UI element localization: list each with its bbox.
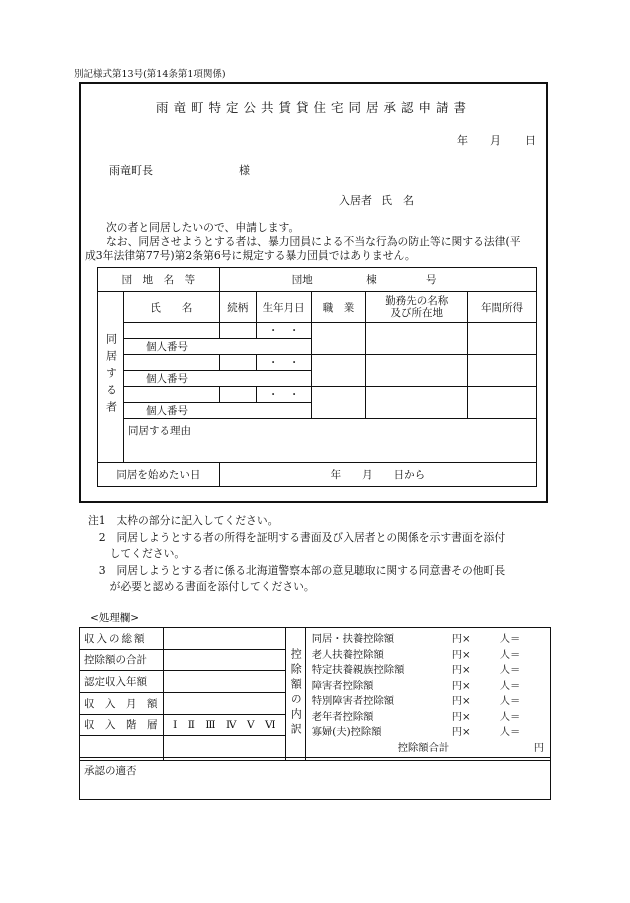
monthly-income-field[interactable] [163, 692, 285, 714]
start-date-label: 同居を始めたい日 [98, 463, 220, 487]
approval-field[interactable] [79, 757, 551, 800]
form-number: 別記様式第13号(第14条第1項関係) [74, 69, 226, 80]
deduction-breakdown-label: 控除額の内訳 [285, 628, 305, 761]
deduction-6-name: 老年者控除額 [311, 710, 374, 723]
workplace-field-3[interactable] [366, 387, 468, 419]
annual-income-field[interactable] [163, 671, 285, 693]
occupation-field-2[interactable] [311, 355, 366, 387]
deduction-4-person: 人＝ [499, 679, 521, 692]
deduction-1-name: 同居・扶養控除額 [311, 633, 395, 645]
notes [88, 513, 505, 596]
kojin-label-1[interactable]: 個人番号 [123, 339, 311, 355]
date-day[interactable]: 日 [525, 134, 536, 147]
deduction-2-unit: 円× [451, 648, 471, 661]
note-1: 注1 太枠の部分に記入してください。 [88, 514, 279, 527]
approval-label: 承認の適否 [84, 765, 137, 777]
income-field-3[interactable] [468, 387, 537, 419]
deduction-6-unit: 円× [451, 710, 471, 723]
deduction-list[interactable] [305, 628, 550, 761]
deduction-4-name: 障害者控除額 [311, 679, 374, 692]
note-2-cont: してください。 [88, 547, 186, 560]
dob-field-3[interactable]: ・ ・ [256, 387, 311, 403]
date-year[interactable]: 年 [457, 134, 468, 147]
occupation-field-3[interactable] [311, 387, 366, 419]
dob-field-1[interactable]: ・ ・ [256, 323, 311, 339]
col-workplace-line2: 及び所在地 [390, 307, 444, 319]
start-date-field[interactable]: 年 月 日から [219, 463, 536, 487]
kojin-label-2[interactable]: 個人番号 [123, 371, 311, 387]
deduction-7-name: 寡婦(夫)控除額 [311, 726, 382, 738]
deduction-2-person: 人＝ [499, 648, 521, 661]
deduction-3-name: 特定扶養親族控除額 [311, 664, 405, 676]
deduction-1-unit: 円× [451, 633, 471, 645]
col-occupation: 職 業 [311, 292, 366, 323]
applicant-name-field[interactable]: 氏 名 [381, 194, 414, 207]
deduction-1-person: 人＝ [499, 633, 521, 645]
annual-income-label: 認定収入年額 [80, 671, 164, 693]
request-text: 次の者と同居したいので、申請します。 [106, 221, 300, 234]
deduction-total-unit: 円 [533, 741, 544, 754]
cohabitant-table [97, 267, 537, 487]
applicant-label: 入居者 [339, 194, 372, 207]
form-title: 雨竜町特定公共賃貸住宅同居承認申請書 [155, 100, 471, 115]
deduction-5-name: 特別障害者控除額 [311, 695, 395, 707]
total-income-field[interactable] [163, 628, 285, 650]
note-3: 3 同居しようとする者に係る北海道警察本部の意見聴取に関する同意書その他町長 [88, 563, 506, 577]
date-month[interactable]: 月 [490, 134, 501, 147]
processing-label: <処理欄> [90, 612, 140, 624]
relation-field-2[interactable] [219, 355, 256, 371]
deduction-5-person: 人＝ [499, 695, 521, 707]
col-workplace [366, 292, 468, 323]
col-relation: 続柄 [219, 292, 256, 323]
name-field-1[interactable] [123, 323, 219, 339]
reason-field[interactable] [123, 419, 536, 463]
total-income-label: 収入の総額 [80, 628, 164, 650]
monthly-income-label: 収 入 月 額 [80, 692, 164, 714]
addressee-name: 雨竜町長 [109, 164, 153, 177]
cohabitant-side-label: 同居する者 [98, 292, 124, 463]
name-field-3[interactable] [123, 387, 219, 403]
col-name: 氏 名 [123, 292, 219, 323]
danchi-value: 団地 [291, 274, 313, 286]
deduction-6-person: 人＝ [499, 710, 521, 723]
note-2: 2 同居しようとする者の所得を証明する書面及び入居者との関係を示す書面を添付 [88, 530, 506, 544]
deduction-4-unit: 円× [451, 679, 471, 692]
declaration-text-2: 成3年法律第77号)第2条第6号に規定する暴力団員ではありません。 [85, 249, 416, 262]
occupation-field-1[interactable] [311, 323, 366, 355]
processing-table [79, 627, 551, 761]
workplace-field-2[interactable] [366, 355, 468, 387]
kojin-label-3[interactable]: 個人番号 [123, 403, 311, 419]
addressee-honorific: 様 [239, 164, 250, 177]
deduction-5-unit: 円× [451, 695, 471, 707]
relation-field-1[interactable] [219, 323, 256, 339]
relation-field-3[interactable] [219, 387, 256, 403]
workplace-field-1[interactable] [366, 323, 468, 355]
deduction-7-unit: 円× [451, 726, 471, 738]
deduction-3-person: 人＝ [499, 664, 521, 676]
application-box [79, 82, 548, 503]
go-label: 号 [425, 274, 437, 286]
mune-label: 棟 [366, 274, 377, 286]
deduction-sum-label: 控除額の合計 [80, 649, 164, 671]
col-workplace-line1: 勤務先の名称 [385, 295, 449, 307]
danchi-label: 団 地 名 等 [98, 268, 220, 292]
income-level-options[interactable]: Ⅰ Ⅱ Ⅲ Ⅳ Ⅴ Ⅵ [163, 714, 285, 736]
col-dob: 生年月日 [256, 292, 311, 323]
danchi-field[interactable] [219, 268, 536, 292]
deduction-sum-field[interactable] [163, 649, 285, 671]
deduction-2-name: 老人扶養控除額 [311, 648, 384, 661]
income-field-1[interactable] [468, 323, 537, 355]
name-field-2[interactable] [123, 355, 219, 371]
reason-label: 同居する理由 [127, 425, 191, 437]
income-field-2[interactable] [468, 355, 537, 387]
deduction-3-unit: 円× [451, 664, 471, 676]
note-3-cont: が必要と認める書面を添付してください。 [88, 580, 315, 593]
deduction-total-label: 控除額合計 [397, 741, 450, 754]
deduction-7-person: 人＝ [499, 726, 521, 738]
dob-field-2[interactable]: ・ ・ [256, 355, 311, 371]
income-level-label: 収 入 階 層 [80, 714, 164, 736]
declaration-text-1: なお、同居させようとする者は、暴力団員による不当な行為の防止等に関する法律(平 [106, 235, 521, 248]
col-income: 年間所得 [468, 292, 537, 323]
